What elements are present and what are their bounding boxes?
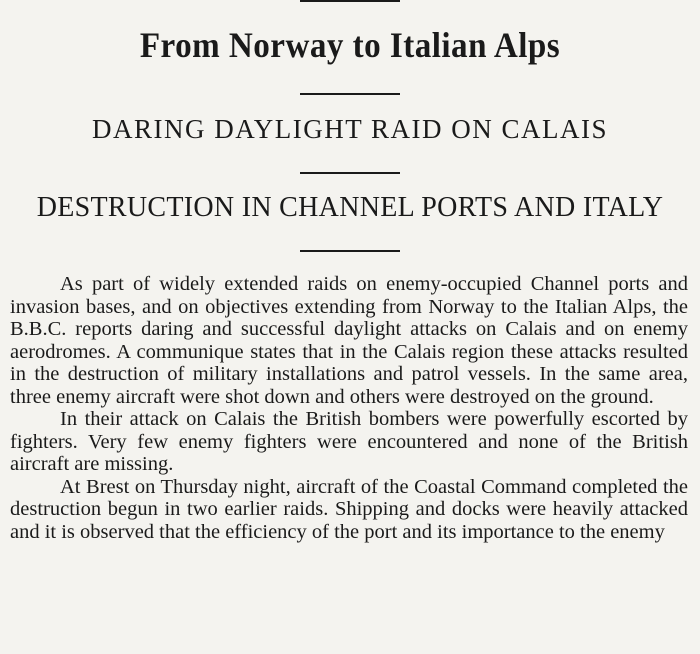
divider-3 <box>300 250 400 252</box>
divider-1 <box>300 93 400 95</box>
subheadline-1: DARING DAYLIGHT RAID ON CALAIS <box>92 114 608 144</box>
divider-2 <box>300 172 400 174</box>
paragraph-1: As part of widely extended raids on enemy-occupied Channel ports and invasion bases, and on objectives extending from Norway to the Italian Alps, the B.B.C. reports daring and successful daylight attacks on Calais and on enemy aerodromes. A communique states that in the Calais region these attacks resulted in the destruction of military installations and patrol vessels. In the same area, three enemy aircraft were shot down and others were destroyed on the ground. <box>10 273 688 408</box>
paragraph-2: In their attack on Calais the British bombers were powerfully escorted by fighters. Very few enemy fighters were encountered and none of the British aircraft are missing. <box>10 408 688 475</box>
article-body <box>10 273 688 543</box>
paragraph-3: At Brest on Thursday night, aircraft of the Coastal Command completed the destruction begun in two earlier raids. Shipping and docks were heavily attacked and it is observed that the efficiency of the port and its importance to the enemy <box>10 475 688 543</box>
top-divider <box>300 0 400 2</box>
subheadline-2: DESTRUCTION IN CHANNEL PORTS AND ITALY <box>36 192 664 223</box>
headline: From Norway to Italian Alps <box>139 25 561 65</box>
